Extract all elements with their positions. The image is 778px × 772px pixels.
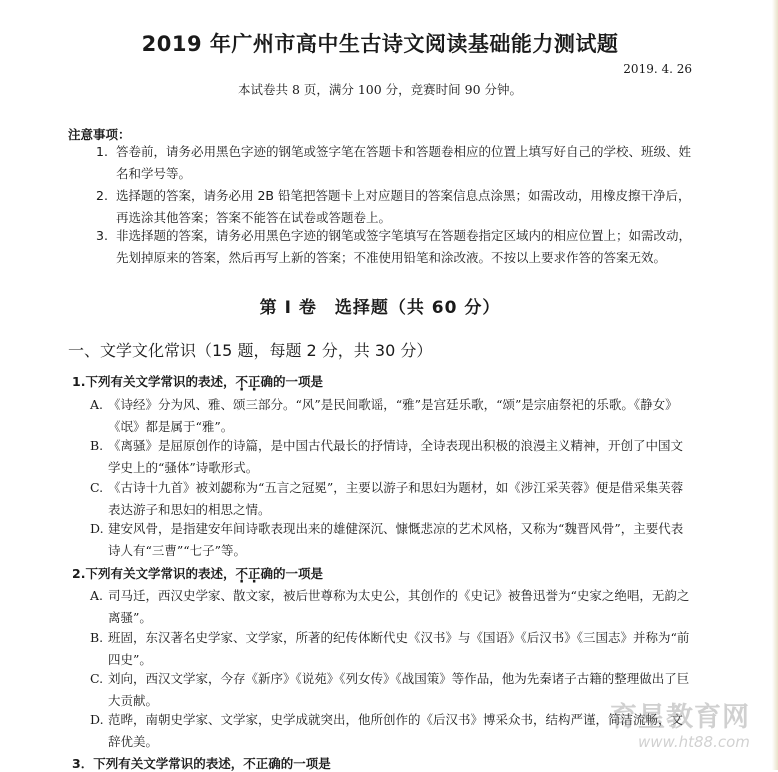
- page-title: 2019 年广州市高中生古诗文阅读基础能力测试题: [141, 32, 619, 56]
- option-item: [90, 518, 690, 562]
- emphasis-dot-char: 不: [235, 566, 248, 581]
- option-text: 《诗经》分为风、雅、颂三部分。“风”是民间歌谣，“雅”是宫廷乐歌，“颂”是宗庙祭祀的乐歌。《静女》《氓》都是属于“雅”。: [108, 397, 678, 434]
- question-stem: [72, 564, 323, 582]
- option-item: [90, 477, 690, 521]
- option-label: D.: [90, 521, 104, 536]
- option-item: [90, 668, 690, 712]
- watermark-logo: 育星教育网: [610, 702, 750, 733]
- option-label: C.: [90, 480, 104, 495]
- option-text: 刘向，西汉文学家，今存《新序》《说苑》《列女传》《战国策》等作品，他为先秦诸子古籍的整理做出了巨大贡献。: [108, 671, 690, 708]
- question-stem: [72, 754, 331, 772]
- emphasis-dot-char: 正: [247, 566, 261, 581]
- question-stem: [72, 372, 323, 390]
- note-text: 非选择题的答案，请务必用黑色字迹的钢笔或签字笔填写在答题卷指定区域内的相应位置上；如需改动，先划掉原来的答案，然后再写上新的答案；不准使用铅笔和涂改液。不按以上要求作答的答案无效。: [116, 228, 692, 265]
- option-text: 《离骚》是屈原创作的诗篇，是中国古代最长的抒情诗，全诗表现出积极的浪漫主义精神，开创了中国文学史上的“骚体”诗歌形式。: [108, 438, 684, 475]
- option-label: A.: [90, 588, 104, 603]
- option-label: C.: [90, 671, 104, 686]
- note-item: [96, 141, 696, 185]
- option-item: [90, 435, 690, 479]
- page-edge-shadow: [772, 0, 778, 770]
- note-number: 1.: [96, 144, 108, 159]
- option-text: 司马迁，西汉史学家、散文家，被后世尊称为太史公，其创作的《史记》被鲁迅誉为“史家之绝唱，无韵之离骚”。: [108, 588, 690, 625]
- notes-heading: 注意事项：: [68, 127, 131, 142]
- note-number: 2.: [96, 188, 108, 203]
- part-title: 一、文学文化常识（15 题，每题 2 分，共 30 分）: [68, 341, 433, 360]
- option-label: B.: [90, 630, 104, 645]
- option-text: 建安风骨，是指建安年间诗歌表现出来的雄健深沉、慷慨悲凉的艺术风格，又称为“魏晋风骨”，主要代表诗人有“三曹”“七子”等。: [108, 521, 684, 558]
- note-text: 答卷前，请务必用黑色字迹的钢笔或签字笔在答题卡和答题卷相应的位置上填写好自己的学校、班级、姓名和学号等。: [116, 144, 692, 181]
- option-label: D.: [90, 712, 104, 727]
- option-label: A.: [90, 397, 104, 412]
- question-prefix: 1.下列有关文学常识的表述，: [72, 374, 236, 389]
- emphasis-dot-char: 不: [235, 374, 248, 389]
- note-number: 3.: [96, 228, 108, 243]
- watermark-url: www.ht88.com: [638, 733, 750, 751]
- option-label: B.: [90, 438, 104, 453]
- option-item: [90, 585, 690, 629]
- option-text: 班固，东汉著名史学家、文学家，所著的纪传体断代史《汉书》与《国语》《后汉书》《三国志》并称为“前四史”。: [108, 630, 690, 667]
- option-item: [90, 627, 690, 671]
- exam-date: 2019. 4. 26: [623, 62, 692, 76]
- question-prefix: 3．下列有关文学常识的表述，不正确的一项是: [72, 756, 331, 771]
- note-text: 选择题的答案，请务必用 2B 铅笔把答题卡上对应题目的答案信息点涂黑；如需改动，用橡皮擦干净后，再选涂其他答案；答案不能答在试卷或答题卷上。: [116, 188, 691, 225]
- option-text: 《古诗十九首》被刘勰称为“五言之冠冕”，主要以游子和思妇为题材，如《涉江采芙蓉》便是借采集芙蓉表达游子和思妇的相思之情。: [108, 480, 684, 517]
- question-suffix: 确的一项是: [260, 374, 323, 389]
- option-item: [90, 394, 690, 438]
- note-item: [96, 185, 696, 229]
- option-text: 范晔，南朝史学家、文学家，史学成就突出，他所创作的《后汉书》博采众书，结构严谨，简洁流畅，文辞优美。: [108, 712, 684, 749]
- question-prefix: 2.下列有关文学常识的表述，: [72, 566, 236, 581]
- emphasis-dot-char: 正: [247, 374, 261, 389]
- option-item: [90, 709, 690, 753]
- note-item: [96, 225, 696, 269]
- question-suffix: 确的一项是: [260, 566, 323, 581]
- section-title: 第 I 卷 选择题（共 60 分）: [259, 298, 501, 318]
- exam-info: 本试卷共 8 页，满分 100 分，竞赛时间 90 分钟。: [237, 82, 523, 97]
